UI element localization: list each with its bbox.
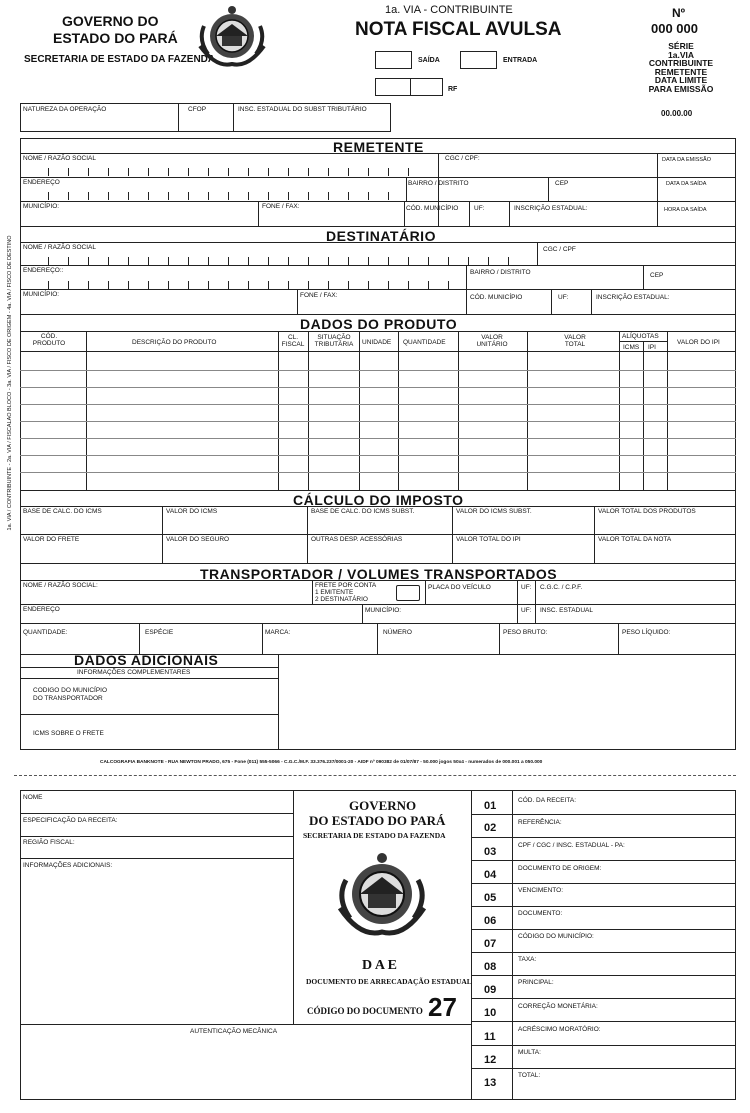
remetente-title: REMETENTE [333, 139, 424, 155]
icms-frete-label: ICMS SOBRE O FRETE [33, 730, 104, 737]
transp-municipio-label: MUNICÍPIO: [365, 607, 402, 614]
prod-valor-unitario-label: VALOR UNITÁRIO [476, 334, 508, 348]
base-icms-label: BASE DE CALC. DO ICMS [23, 508, 102, 515]
dae-codigo-num: 27 [428, 992, 457, 1022]
valor-icms-subst-label: VALOR DO ICMS SUBST. [456, 508, 532, 515]
rem-fone-label: FONE / FAX: [262, 203, 300, 210]
rem-bairro-label: BAIRRO / DISTRITO [408, 180, 469, 187]
prod-icms-label: ICMS [623, 344, 640, 351]
entrada-label: ENTRADA [503, 57, 538, 64]
dest-cgc-label: CGC / CPF [543, 246, 576, 253]
transp-uf2-label: UF: [521, 607, 532, 614]
transp-frete-2: 2 DESTINATÁRIO [315, 596, 368, 603]
rem-nome-label: NOME / RAZÃO SOCIAL [23, 155, 96, 162]
rem-insc-label: INSCRIÇÃO ESTADUAL: [514, 205, 588, 212]
dae-autenticacao-label: AUTENTICAÇÃO MECÂNICA [190, 1028, 278, 1035]
transp-placa-label: PLACA DO VEÍCULO [428, 584, 491, 591]
transp-uf-label: UF: [521, 584, 532, 591]
tear-line [14, 775, 736, 776]
transp-numero-label: NÚMERO [383, 629, 412, 636]
transp-endereco-label: ENDEREÇO [23, 606, 60, 613]
info-complementares-label: INFORMAÇÕES COMPLEMENTARES [77, 669, 191, 676]
outras-desp-label: OUTRAS DESP. ACESSÓRIAS [311, 536, 403, 543]
gov-line-1: GOVERNO DO [62, 13, 159, 29]
data-limite-value: 00.00.00 [661, 109, 693, 118]
dae-nome-label: NOME [23, 794, 43, 801]
transp-especie-label: ESPÉCIE [145, 629, 174, 636]
dae-especificacao-label: ESPECIFICAÇÃO DA RECEITA: [23, 817, 118, 824]
dest-municipio-label: MUNICÍPIO: [23, 291, 60, 298]
prod-cl-fiscal-label: CL. FISCAL [281, 334, 305, 348]
valor-total-nota-label: VALOR TOTAL DA NOTA [598, 536, 672, 543]
transp-marca-label: MARCA: [265, 629, 291, 636]
rem-data-saida-label: DATA DA SAÍDA [666, 181, 707, 187]
rem-cep-label: CEP [555, 180, 569, 187]
dest-insc-label: INSCRIÇÃO ESTADUAL: [596, 294, 670, 301]
saida-checkbox[interactable] [375, 51, 412, 69]
produto-title: DADOS DO PRODUTO [300, 316, 458, 332]
transp-frete-label: FRETE POR CONTA [315, 582, 377, 589]
rem-uf-label: UF: [474, 205, 485, 212]
rem-municipio-label: MUNICÍPIO: [23, 203, 60, 210]
serie-block: SÉRIE 1a.VIA CONTRIBUINTE REMETENTE DATA LIMITE PARA EMISSÃO [648, 41, 714, 94]
dae-documento: DOCUMENTO DE ARRECADAÇÃO ESTADUAL [306, 977, 472, 986]
dae-gov-1: GOVERNO [349, 798, 417, 813]
valor-total-produtos-label: VALOR TOTAL DOS PRODUTOS [598, 508, 696, 515]
number-symbol: Nº [672, 6, 686, 20]
prod-valor-total-label: VALOR TOTAL [564, 334, 586, 348]
prod-cod-label: CÓD. PRODUTO [32, 333, 66, 347]
transp-cgc-label: C.G.C. / C.P.F. [540, 584, 583, 591]
document-number: 000 000 [651, 21, 698, 36]
cod-municipio-transp-1: CODIGO DO MUNICÍPIO [33, 687, 108, 694]
state-crest-icon [196, 6, 268, 72]
dae-crest-icon [334, 852, 430, 944]
natureza-label: NATUREZA DA OPERAÇÃO [23, 106, 107, 113]
transp-peso-bruto-label: PESO BRUTO: [503, 629, 548, 636]
valor-icms-label: VALOR DO ICMS [166, 508, 218, 515]
dest-fone-label: FONE / FAX: [300, 292, 338, 299]
secretaria-label: SECRETARIA DE ESTADO DA FAZENDA [24, 54, 216, 65]
rem-data-emissao-label: DATA DA EMISSÃO [662, 157, 712, 163]
dest-cep-label: CEP [650, 272, 664, 279]
dae-secretaria: SECRETARIA DE ESTADO DA FAZENDA [303, 831, 446, 840]
cfop-label: CFOP [188, 106, 207, 113]
dae-gov-2: DO ESTADO DO PARÁ [309, 813, 446, 828]
transp-quantidade-label: QUANTIDADE: [23, 629, 68, 636]
transp-nome-label: NOME / RAZÃO SOCIAL: [23, 582, 98, 589]
frete-checkbox[interactable] [396, 585, 420, 601]
via-side-text: 1a. VIA / CONTRIBUINTE - 2a. VIA / FISCALAO BLOCO - 3a. VIA / FISCO DE ORIGEM - 4a. VIA / FISCO DE DESTINO [7, 235, 13, 531]
rem-endereco-label: ENDEREÇO [23, 179, 60, 186]
prod-descricao-label: DESCRIÇÃO DO PRODUTO [132, 339, 217, 346]
dest-uf-label: UF: [558, 294, 569, 301]
prod-aliquotas-label: ALÍQUOTAS [622, 333, 659, 340]
printer-footer: CALCOGRAFIA BANKNOTE - RUA NEWTON PRADO, 675 - Fone (011) 555-5066 - C.G.C./M.F. 33.376.237/0001-20 - AIDF nº 090382 de 01/07/87 - 50.000 jogos 50x4 - numerados de 000.001 a 050.000 [100, 760, 543, 765]
dest-bairro-label: BAIRRO / DISTRITO [470, 269, 531, 276]
prod-unidade-label: UNIDADE [362, 339, 392, 346]
dest-endereco-label: ENDEREÇO:: [23, 267, 64, 274]
transp-peso-liquido-label: PESO LÍQUIDO: [622, 629, 671, 636]
prod-quantidade-label: QUANTIDADE [403, 339, 446, 346]
rem-cgc-label: CGC / CPF: [445, 155, 480, 162]
insc-subst-label: INSC. ESTADUAL DO SUBST TRIBUTÁRIO [238, 106, 367, 113]
dae-codigo-doc: CÓDIGO DO DOCUMENTO [307, 1006, 423, 1016]
dae-title: D A E [362, 958, 398, 973]
rem-hora-saida-label: HORA DA SAÍDA [664, 207, 707, 213]
prod-valor-ipi-label: VALOR DO IPI [677, 339, 720, 346]
saida-label: SAÍDA [418, 57, 440, 64]
dae-regiao-label: REGIÃO FISCAL: [23, 839, 75, 846]
adicionais-title: DADOS ADICIONAIS [74, 652, 219, 668]
cod-municipio-transp-2: DO TRANSPORTADOR [33, 695, 103, 702]
document-title: NOTA FISCAL AVULSA [355, 19, 562, 40]
valor-total-ipi-label: VALOR TOTAL DO IPI [456, 536, 521, 543]
valor-seguro-label: VALOR DO SEGURO [166, 536, 230, 543]
dae-info-label: INFORMAÇÕES ADICIONAIS: [23, 862, 113, 869]
prod-ipi-label: IPI [648, 344, 656, 351]
rf-label: RF [448, 86, 458, 93]
transp-insc-label: INSC. ESTADUAL [540, 607, 593, 614]
dest-nome-label: NOME / RAZÃO SOCIAL [23, 244, 96, 251]
rf-box[interactable] [375, 78, 443, 96]
gov-line-2: ESTADO DO PARÁ [53, 30, 178, 46]
destinatario-title: DESTINATÁRIO [326, 228, 436, 244]
dest-cod-municipio-label: CÓD. MUNICÍPIO [470, 294, 523, 301]
via-label: 1a. VIA - CONTRIBUINTE [385, 4, 513, 16]
transp-frete-1: 1 EMITENTE [315, 589, 354, 596]
calculo-title: CÁLCULO DO IMPOSTO [293, 492, 464, 508]
prod-situacao-label: SITUAÇÃO TRIBUTÁRIA [314, 334, 354, 348]
rem-cod-municipio-label: CÓD. MUNICÍPIO [406, 205, 459, 212]
base-subst-label: BASE DE CALC. DO ICMS SUBST. [311, 508, 415, 515]
entrada-checkbox[interactable] [460, 51, 497, 69]
transportador-title: TRANSPORTADOR / VOLUMES TRANSPORTADOS [200, 566, 558, 582]
valor-frete-label: VALOR DO FRETE [23, 536, 80, 543]
